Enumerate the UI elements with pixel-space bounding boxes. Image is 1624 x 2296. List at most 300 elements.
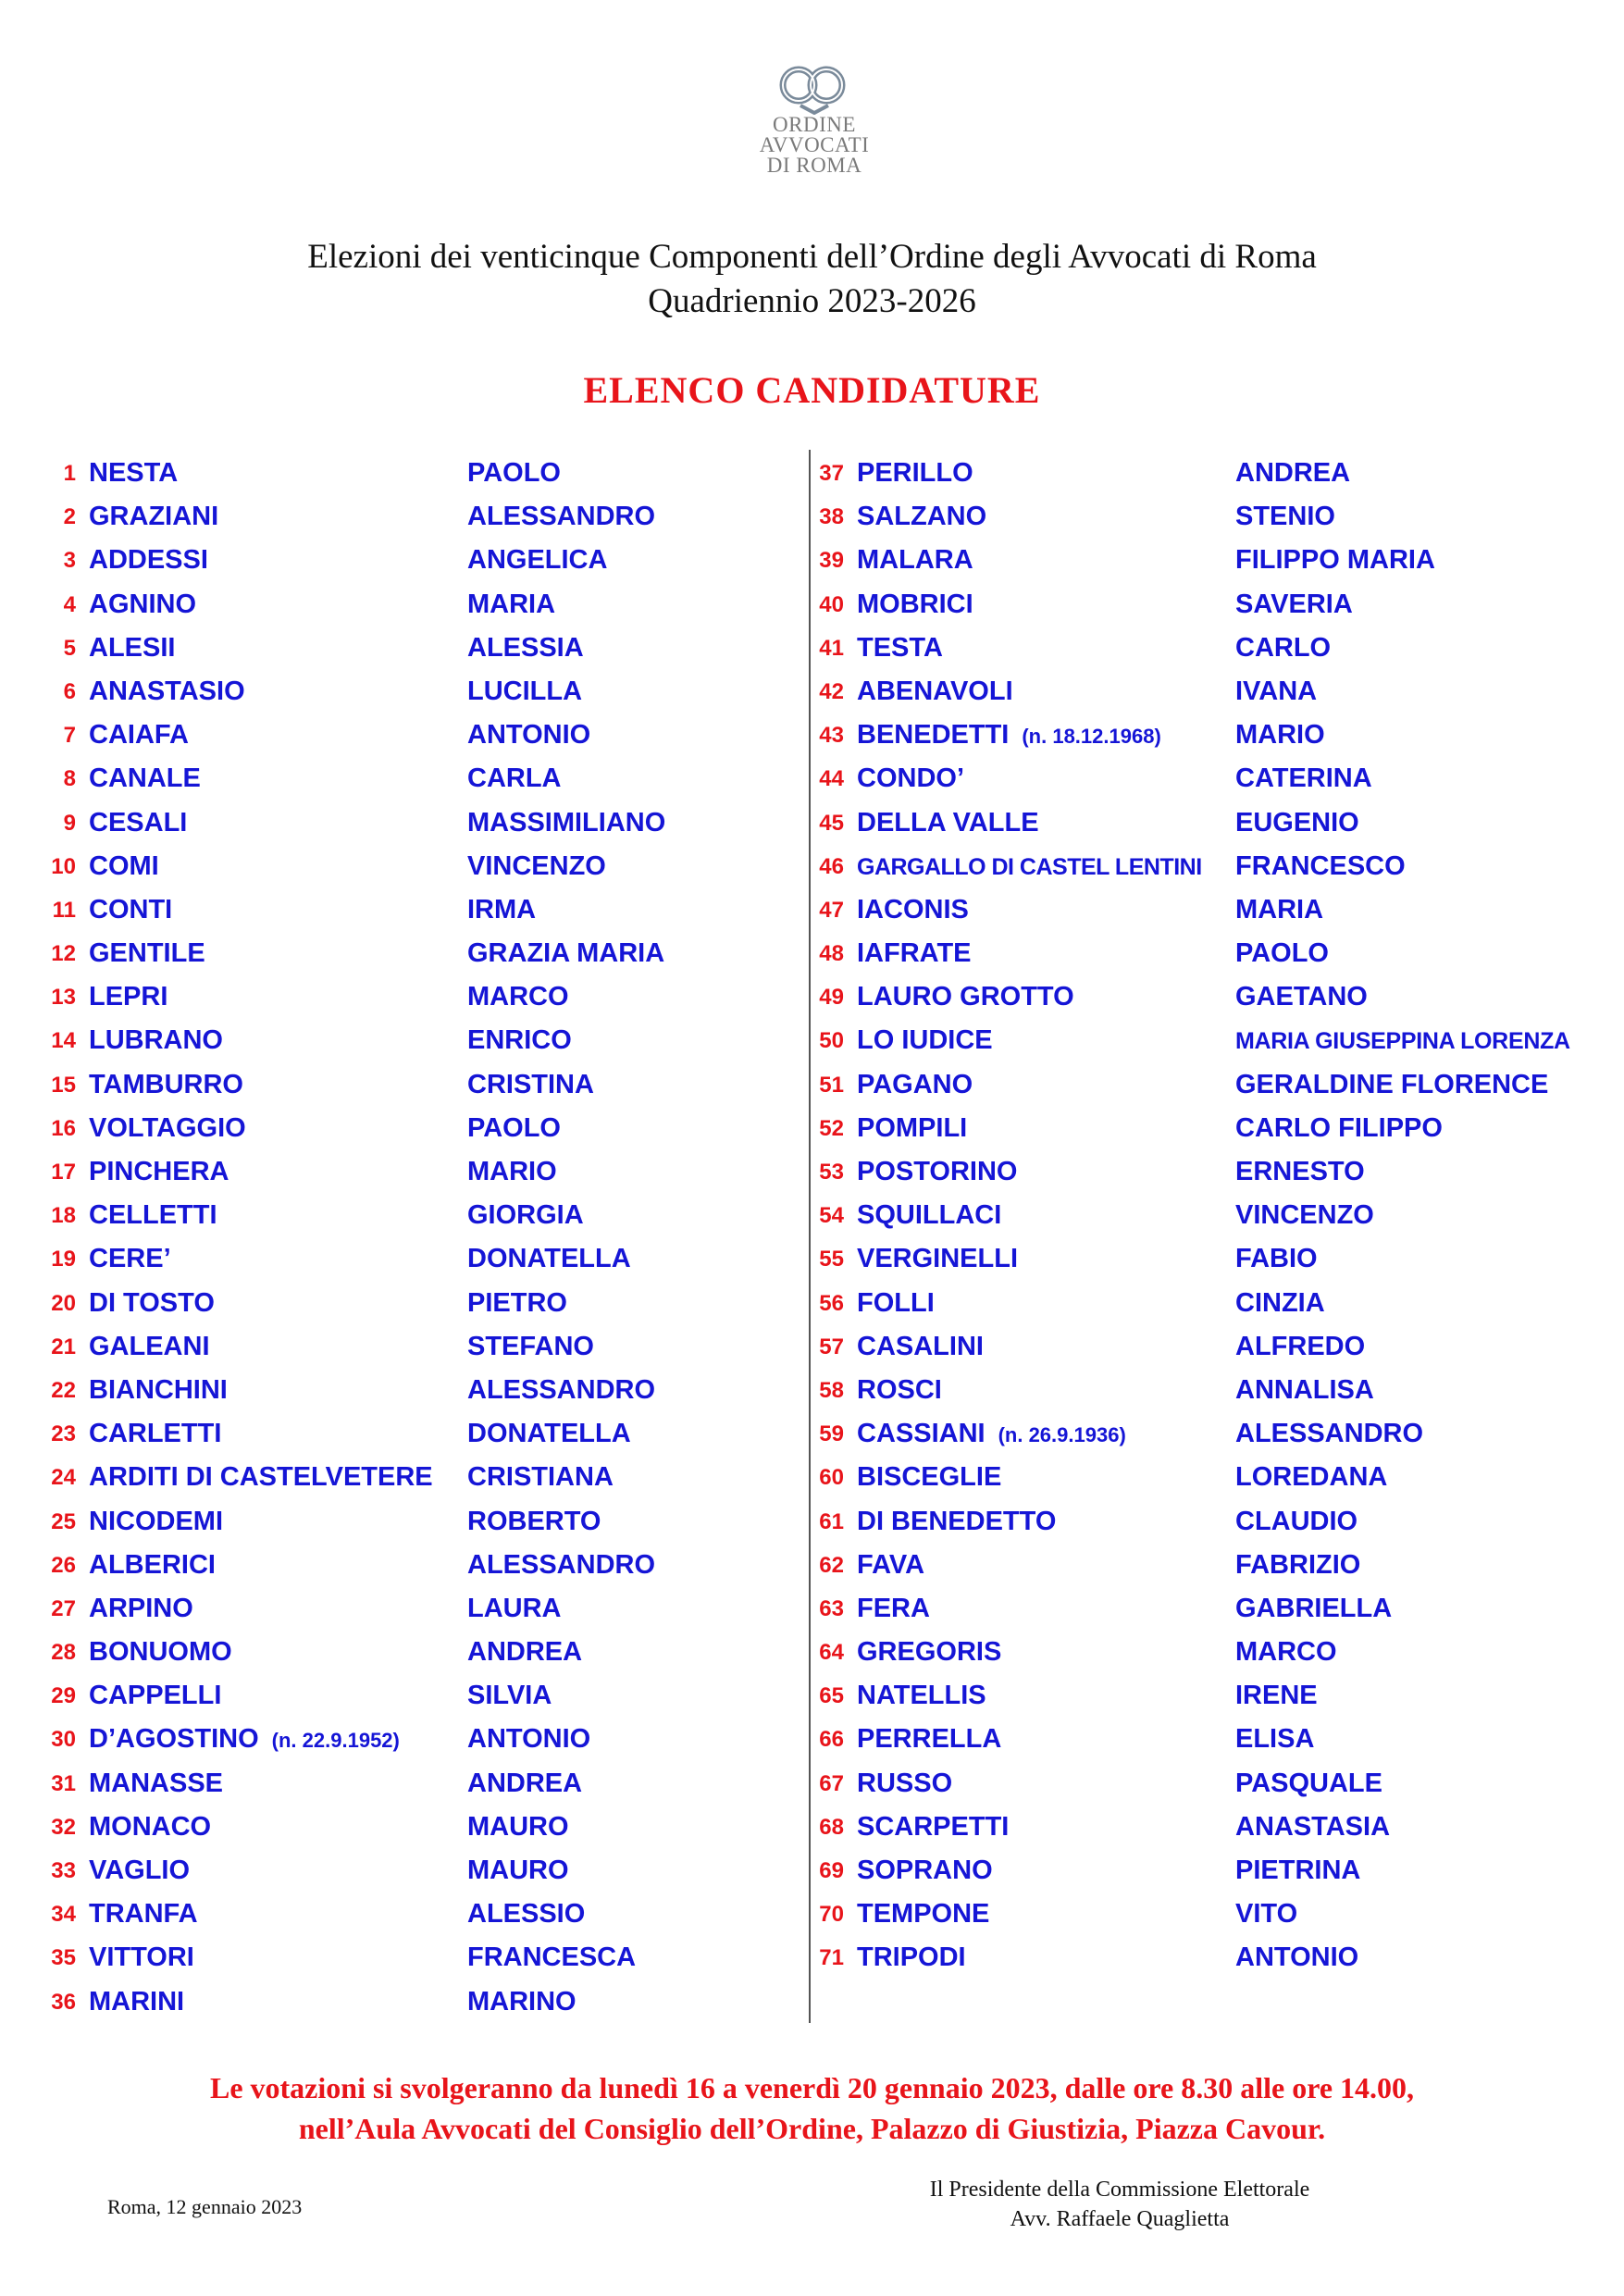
candidate-first-name: CARLA <box>467 763 562 794</box>
candidate-surname <box>89 1812 211 1843</box>
candidate-number: 23 <box>51 1421 76 1447</box>
logo-line-2: AVVOCATI <box>759 133 870 156</box>
candidate-surname <box>89 1550 216 1581</box>
candidate-surname <box>89 502 218 532</box>
candidate-first-name: ANTONIO <box>467 1724 591 1755</box>
candidate-first-name: ALESSANDRO <box>467 1374 656 1405</box>
candidate-number: 60 <box>819 1465 844 1491</box>
candidate-surname-text: ALESII <box>89 632 176 663</box>
candidate-first-name: PIETRINA <box>1235 1855 1361 1885</box>
candidate-surname-text: CESALI <box>89 807 188 838</box>
candidate-first-name: LOREDANA <box>1235 1462 1388 1493</box>
candidate-surname-text: TEMPONE <box>857 1899 990 1930</box>
candidate-row <box>46 1589 796 1632</box>
candidate-surname-text: ABENAVOLI <box>857 676 1013 706</box>
candidate-surname-text: CASALINI <box>857 1331 984 1361</box>
candidate-surname-text: NESTA <box>89 458 179 488</box>
candidate-surname <box>857 1288 935 1319</box>
candidate-row <box>814 540 1610 584</box>
candidate-first-name: CRISTINA <box>467 1069 594 1099</box>
candidate-first-name: MARCO <box>1235 1637 1337 1668</box>
candidate-first-name: ALFREDO <box>1235 1331 1366 1361</box>
candidate-number: 27 <box>51 1595 76 1621</box>
candidate-number: 37 <box>819 461 844 486</box>
candidate-surname <box>89 676 245 707</box>
candidate-first-name: STENIO <box>1235 502 1335 532</box>
candidate-number: 62 <box>819 1552 844 1578</box>
candidate-row <box>46 847 796 890</box>
candidate-first-name: VITO <box>1235 1899 1298 1930</box>
candidate-first-name: IRMA <box>467 894 537 925</box>
candidate-first-name: MARIA <box>1235 894 1324 925</box>
candidate-surname <box>857 1637 1001 1668</box>
candidate-row <box>46 715 796 759</box>
candidate-number: 33 <box>51 1858 76 1883</box>
candidate-surname <box>89 1769 223 1799</box>
candidate-first-name: MARCO <box>467 982 569 1012</box>
candidate-first-name: FRANCESCO <box>1235 850 1406 881</box>
candidate-surname-text: LO IUDICE <box>857 1025 993 1056</box>
candidate-first-name: MARIA GIUSEPPINA LORENZA <box>1235 1028 1570 1055</box>
candidate-surname-text: VAGLIO <box>89 1855 191 1885</box>
candidate-surname-text: ANASTASIO <box>89 676 245 706</box>
candidate-number: 24 <box>51 1465 76 1491</box>
candidate-surname <box>89 1288 215 1319</box>
candidate-surname <box>857 458 973 489</box>
candidate-surname <box>89 545 208 576</box>
candidate-surname-text: GENTILE <box>89 938 205 969</box>
candidate-surname-text: LAURO GROTTO <box>857 982 1074 1012</box>
candidate-surname <box>857 1594 930 1624</box>
column-divider <box>809 450 811 2023</box>
candidate-surname-text: VITTORI <box>89 1942 194 1973</box>
candidate-surname <box>857 1942 966 1973</box>
candidate-row <box>814 803 1610 847</box>
candidate-surname <box>857 1200 1001 1231</box>
candidate-row <box>46 1632 796 1676</box>
candidate-surname-text: NICODEMI <box>89 1506 223 1536</box>
candidate-surname-text: BONUOMO <box>89 1637 232 1668</box>
candidate-row <box>46 1807 796 1851</box>
candidate-first-name: DONATELLA <box>467 1244 631 1274</box>
signature-block <box>916 2175 1323 2234</box>
candidate-surname <box>89 1375 228 1406</box>
candidate-row <box>46 977 796 1021</box>
candidate-row <box>814 1284 1610 1327</box>
candidate-surname-text: BENEDETTI <box>857 720 1010 751</box>
candidate-surname-text: TESTA <box>857 632 943 663</box>
candidate-surname <box>89 1899 198 1930</box>
candidate-number: 54 <box>819 1203 844 1229</box>
candidate-row <box>814 847 1610 890</box>
candidate-surname <box>857 676 1013 707</box>
candidate-row <box>46 759 796 802</box>
candidate-row <box>814 1938 1610 1981</box>
candidate-row <box>46 1982 796 2026</box>
candidate-number: 7 <box>63 723 76 749</box>
candidate-number: 14 <box>51 1028 76 1054</box>
candidate-surname <box>857 590 973 620</box>
candidate-surname-text: TAMBURRO <box>89 1069 243 1099</box>
candidate-number: 36 <box>51 1989 76 2015</box>
candidate-number: 59 <box>819 1421 844 1447</box>
candidate-number: 11 <box>52 897 76 923</box>
candidate-number: 57 <box>819 1334 844 1359</box>
candidate-surname <box>857 1724 1001 1755</box>
candidate-first-name: SAVERIA <box>1235 589 1353 619</box>
candidate-surname-text: CELLETTI <box>89 1200 217 1231</box>
voting-info-line-1: Le votazioni si svolgeranno da lunedì 16 a venerdì 20 gennaio 2023, dalle ore 8.30 alle ore 14.00, <box>209 2071 1415 2104</box>
candidate-surname <box>89 1244 171 1274</box>
candidate-surname-text: CAIAFA <box>89 720 189 751</box>
candidate-number: 5 <box>63 635 76 661</box>
candidate-number: 43 <box>819 723 844 749</box>
candidate-number: 47 <box>819 897 844 923</box>
signature-name: Avv. Raffaele Quaglietta <box>1010 2207 1230 2231</box>
candidate-surname-text: CONDO’ <box>857 763 964 794</box>
candidate-surname-text: SALZANO <box>857 502 987 532</box>
candidate-surname-text: POMPILI <box>857 1112 968 1143</box>
candidate-surname <box>89 1070 243 1100</box>
candidate-row <box>814 628 1610 672</box>
candidate-row <box>814 715 1610 759</box>
signature-title: Il Presidente della Commissione Elettorale <box>929 2178 1310 2202</box>
candidate-row <box>814 1807 1610 1851</box>
candidate-surname-text: IACONIS <box>857 894 969 925</box>
candidate-surname-text: NATELLIS <box>857 1681 986 1711</box>
candidate-number: 61 <box>819 1508 844 1534</box>
candidates-right-column <box>814 453 1610 1982</box>
candidate-number: 17 <box>51 1160 76 1185</box>
candidate-row <box>46 1196 796 1239</box>
candidate-first-name: MASSIMILIANO <box>467 807 666 838</box>
candidate-surname <box>89 1855 190 1886</box>
candidate-surname-text: FOLLI <box>857 1287 935 1318</box>
candidate-surname-text: ALBERICI <box>89 1549 216 1580</box>
candidate-surname <box>857 763 964 794</box>
candidate-number: 16 <box>51 1115 76 1141</box>
candidate-surname-text: ADDESSI <box>89 545 208 576</box>
candidate-surname-text: LUBRANO <box>89 1025 223 1056</box>
candidate-number: 30 <box>51 1727 76 1753</box>
candidate-row <box>46 890 796 934</box>
candidate-first-name: ANDREA <box>1235 458 1351 488</box>
candidate-first-name: ROBERTO <box>467 1506 601 1536</box>
candidate-first-name: EUGENIO <box>1235 807 1359 838</box>
candidate-surname <box>857 1113 967 1144</box>
candidate-number: 70 <box>819 1902 844 1928</box>
candidate-number: 12 <box>51 941 76 967</box>
candidate-number: 31 <box>51 1770 76 1796</box>
candidate-surname <box>857 1769 952 1799</box>
candidate-first-name: ERNESTO <box>1235 1157 1365 1186</box>
candidate-surname-text: ARPINO <box>89 1593 193 1623</box>
candidate-number: 67 <box>819 1770 844 1796</box>
candidate-row <box>814 977 1610 1021</box>
candidate-first-name: ANNALISA <box>1235 1374 1374 1405</box>
candidate-first-name: ELISA <box>1235 1724 1315 1755</box>
candidate-first-name: ANDREA <box>467 1768 583 1798</box>
candidate-surname-text: GALEANI <box>89 1331 210 1361</box>
candidate-surname <box>857 1812 1009 1843</box>
candidate-first-name: DONATELLA <box>467 1419 631 1449</box>
candidate-birth-note: (n. 18.12.1968) <box>1022 725 1161 749</box>
candidate-surname <box>857 895 969 925</box>
candidate-surname-text: POSTORINO <box>857 1157 1018 1186</box>
candidate-surname-text: FERA <box>857 1593 930 1623</box>
candidate-row <box>46 1938 796 1981</box>
candidate-surname <box>89 1637 232 1668</box>
candidate-row <box>814 1414 1610 1458</box>
candidate-surname <box>857 982 1074 1012</box>
candidate-number: 41 <box>819 635 844 661</box>
candidate-surname-text: CERE’ <box>89 1244 171 1274</box>
candidate-number: 66 <box>819 1727 844 1753</box>
candidate-row <box>46 1719 796 1763</box>
candidate-surname-text: MANASSE <box>89 1768 224 1798</box>
candidate-number: 39 <box>819 548 844 574</box>
candidate-first-name: CLAUDIO <box>1235 1506 1358 1536</box>
candidate-surname <box>89 1594 193 1624</box>
candidate-row <box>814 890 1610 934</box>
candidate-surname-text: SQUILLACI <box>857 1200 1002 1231</box>
candidate-row <box>814 1851 1610 1894</box>
candidate-number: 53 <box>819 1160 844 1185</box>
candidate-surname <box>89 590 196 620</box>
candidate-row <box>46 1152 796 1196</box>
candidate-number: 1 <box>63 461 76 486</box>
candidate-first-name: ALESSANDRO <box>1235 1419 1424 1449</box>
candidate-surname <box>857 1550 924 1581</box>
candidate-row <box>46 1065 796 1109</box>
candidate-number: 52 <box>819 1115 844 1141</box>
candidate-row <box>46 1327 796 1371</box>
candidate-first-name: MAURO <box>467 1811 569 1842</box>
candidate-number: 13 <box>51 985 76 1011</box>
candidate-number: 22 <box>51 1377 76 1403</box>
candidate-first-name: PAOLO <box>1235 938 1329 969</box>
candidate-surname <box>89 982 167 1012</box>
candidate-row <box>814 1764 1610 1807</box>
ordine-avvocati-logo <box>750 59 879 198</box>
candidate-row <box>814 1371 1610 1414</box>
candidate-surname <box>89 1113 246 1144</box>
candidate-surname-text: GRAZIANI <box>89 502 219 532</box>
candidate-surname-text: CAPPELLI <box>89 1681 222 1711</box>
candidate-row <box>46 1414 796 1458</box>
candidate-first-name: IRENE <box>1235 1681 1318 1711</box>
candidate-first-name: GRAZIA MARIA <box>467 938 665 969</box>
candidate-birth-note: (n. 22.9.1952) <box>271 1729 400 1753</box>
document-subtitle: Quadriennio 2023-2026 <box>648 282 976 320</box>
candidate-first-name: ANTONIO <box>467 720 591 751</box>
candidate-number: 32 <box>51 1814 76 1840</box>
candidate-first-name: CARLO <box>1235 632 1332 663</box>
candidate-first-name: MARIO <box>1235 720 1325 751</box>
candidate-row <box>46 1502 796 1545</box>
candidate-row <box>814 1152 1610 1196</box>
candidate-surname <box>857 1462 1001 1493</box>
candidate-surname-text: SCARPETTI <box>857 1811 1010 1842</box>
candidate-row <box>814 1589 1610 1632</box>
candidate-row <box>46 1109 796 1152</box>
candidate-number: 68 <box>819 1814 844 1840</box>
candidate-number: 8 <box>63 766 76 792</box>
candidate-surname <box>89 1507 223 1537</box>
candidate-surname-text: DELLA VALLE <box>857 807 1039 838</box>
candidate-number: 21 <box>51 1334 76 1359</box>
candidate-number: 35 <box>51 1945 76 1971</box>
candidate-number: 38 <box>819 504 844 530</box>
candidate-row <box>814 1239 1610 1283</box>
candidate-number: 58 <box>819 1377 844 1403</box>
candidate-surname-text: COMI <box>89 850 159 881</box>
candidate-surname <box>89 1200 217 1231</box>
candidate-first-name: IVANA <box>1235 676 1318 706</box>
candidate-first-name: ENRICO <box>467 1025 572 1056</box>
candidate-row <box>46 1764 796 1807</box>
candidate-row <box>814 1458 1610 1501</box>
candidate-first-name: MAURO <box>467 1855 569 1885</box>
candidate-first-name: CATERINA <box>1235 763 1372 794</box>
candidate-number: 56 <box>819 1290 844 1316</box>
candidate-surname-text: DI TOSTO <box>89 1287 215 1318</box>
candidate-surname <box>857 1507 1056 1537</box>
candidate-number: 10 <box>51 853 76 879</box>
candidate-first-name: PASQUALE <box>1235 1768 1382 1798</box>
candidate-surname-text: GARGALLO DI CASTEL LENTINI <box>857 853 1202 880</box>
candidate-surname-text: CANALE <box>89 763 201 794</box>
candidate-surname <box>89 1157 229 1187</box>
candidate-surname-text: PERILLO <box>857 458 973 488</box>
candidate-row <box>814 1327 1610 1371</box>
candidate-surname <box>89 1332 210 1362</box>
candidate-number: 40 <box>819 591 844 617</box>
candidate-number: 44 <box>819 766 844 792</box>
candidate-first-name: CARLO FILIPPO <box>1235 1112 1443 1143</box>
candidate-first-name: FABIO <box>1235 1244 1318 1274</box>
candidate-surname-text: VOLTAGGIO <box>89 1112 246 1143</box>
candidate-first-name: PAOLO <box>467 1112 561 1143</box>
candidate-surname <box>857 502 986 532</box>
candidate-number: 46 <box>819 853 844 879</box>
candidate-first-name: ANTONIO <box>1235 1942 1359 1973</box>
candidate-surname-text: CARLETTI <box>89 1419 222 1449</box>
logo-line-3: DI ROMA <box>766 154 862 177</box>
candidate-first-name: SILVIA <box>467 1681 552 1711</box>
candidate-row <box>814 759 1610 802</box>
candidate-first-name: MARINO <box>467 1986 576 2017</box>
candidate-row <box>814 1502 1610 1545</box>
candidate-surname-text: BISCEGLIE <box>857 1462 1002 1493</box>
candidate-row <box>46 1851 796 1894</box>
candidate-first-name: GABRIELLA <box>1235 1593 1393 1623</box>
candidate-row <box>46 1371 796 1414</box>
candidate-row <box>814 934 1610 977</box>
candidate-surname <box>89 895 172 925</box>
candidate-number: 48 <box>819 941 844 967</box>
candidate-row <box>814 1894 1610 1938</box>
candidate-first-name: FRANCESCA <box>467 1942 637 1973</box>
candidate-surname-text: PINCHERA <box>89 1157 229 1186</box>
candidate-number: 28 <box>51 1640 76 1666</box>
candidate-surname <box>857 1375 942 1406</box>
candidate-first-name: PAOLO <box>467 458 561 488</box>
candidate-surname-text: ARDITI DI CASTELVETERE <box>89 1462 433 1493</box>
candidate-row <box>46 803 796 847</box>
candidate-first-name: ANASTASIA <box>1235 1811 1391 1842</box>
candidate-surname <box>857 1419 1126 1449</box>
candidate-first-name: CRISTIANA <box>467 1462 614 1493</box>
candidate-row <box>46 497 796 540</box>
candidate-first-name: LUCILLA <box>467 676 583 706</box>
candidate-row <box>814 1196 1610 1239</box>
candidate-row <box>46 628 796 672</box>
candidate-number: 15 <box>51 1072 76 1098</box>
candidate-first-name: GAETANO <box>1235 982 1368 1012</box>
candidate-surname-text: BIANCHINI <box>89 1374 228 1405</box>
candidate-surname-text: CASSIANI <box>857 1419 986 1449</box>
candidate-first-name: ANDREA <box>467 1637 583 1668</box>
candidate-surname-text: TRIPODI <box>857 1942 966 1973</box>
logo-line-1: ORDINE <box>773 113 856 136</box>
candidate-surname <box>857 854 1202 881</box>
candidate-row <box>46 1545 796 1589</box>
candidate-row <box>814 1632 1610 1676</box>
candidate-surname <box>857 1855 993 1886</box>
candidate-surname-text: VERGINELLI <box>857 1244 1019 1274</box>
date-place: Roma, 12 gennaio 2023 <box>107 2195 303 2218</box>
candidate-surname <box>89 763 201 794</box>
candidate-row <box>814 672 1610 715</box>
candidate-first-name: VINCENZO <box>467 850 606 881</box>
candidate-surname <box>89 1419 221 1449</box>
candidate-row <box>814 497 1610 540</box>
candidate-surname <box>89 1462 433 1493</box>
knot-emblem-icon <box>773 59 856 115</box>
candidate-surname-text: IAFRATE <box>857 938 972 969</box>
candidate-surname <box>89 633 175 664</box>
candidate-surname-text: PAGANO <box>857 1069 973 1099</box>
candidate-surname-text: GREGORIS <box>857 1637 1002 1668</box>
candidate-number: 6 <box>63 678 76 704</box>
candidate-number: 42 <box>819 678 844 704</box>
candidate-first-name: PIETRO <box>467 1287 567 1318</box>
candidate-number: 64 <box>819 1640 844 1666</box>
candidate-number: 29 <box>51 1683 76 1709</box>
candidate-surname-text: MONACO <box>89 1811 212 1842</box>
candidate-number: 34 <box>51 1902 76 1928</box>
candidate-number: 4 <box>63 591 76 617</box>
candidate-first-name: ALESSANDRO <box>467 502 656 532</box>
candidate-number: 50 <box>819 1028 844 1054</box>
candidate-number: 2 <box>63 504 76 530</box>
candidate-row <box>814 1021 1610 1064</box>
candidate-row <box>46 540 796 584</box>
candidate-number: 71 <box>819 1945 844 1971</box>
candidate-row <box>46 1894 796 1938</box>
candidate-first-name: VINCENZO <box>1235 1200 1374 1231</box>
candidate-surname-text: LEPRI <box>89 982 168 1012</box>
candidate-first-name: MARIA <box>467 589 556 619</box>
candidate-surname-text: SOPRANO <box>857 1855 993 1885</box>
candidate-surname <box>89 458 178 489</box>
candidate-surname-text: RUSSO <box>857 1768 953 1798</box>
candidate-surname <box>857 808 1039 838</box>
candidate-first-name: FILIPPO MARIA <box>1235 545 1435 576</box>
candidate-first-name: STEFANO <box>467 1331 594 1361</box>
candidate-number: 26 <box>51 1552 76 1578</box>
